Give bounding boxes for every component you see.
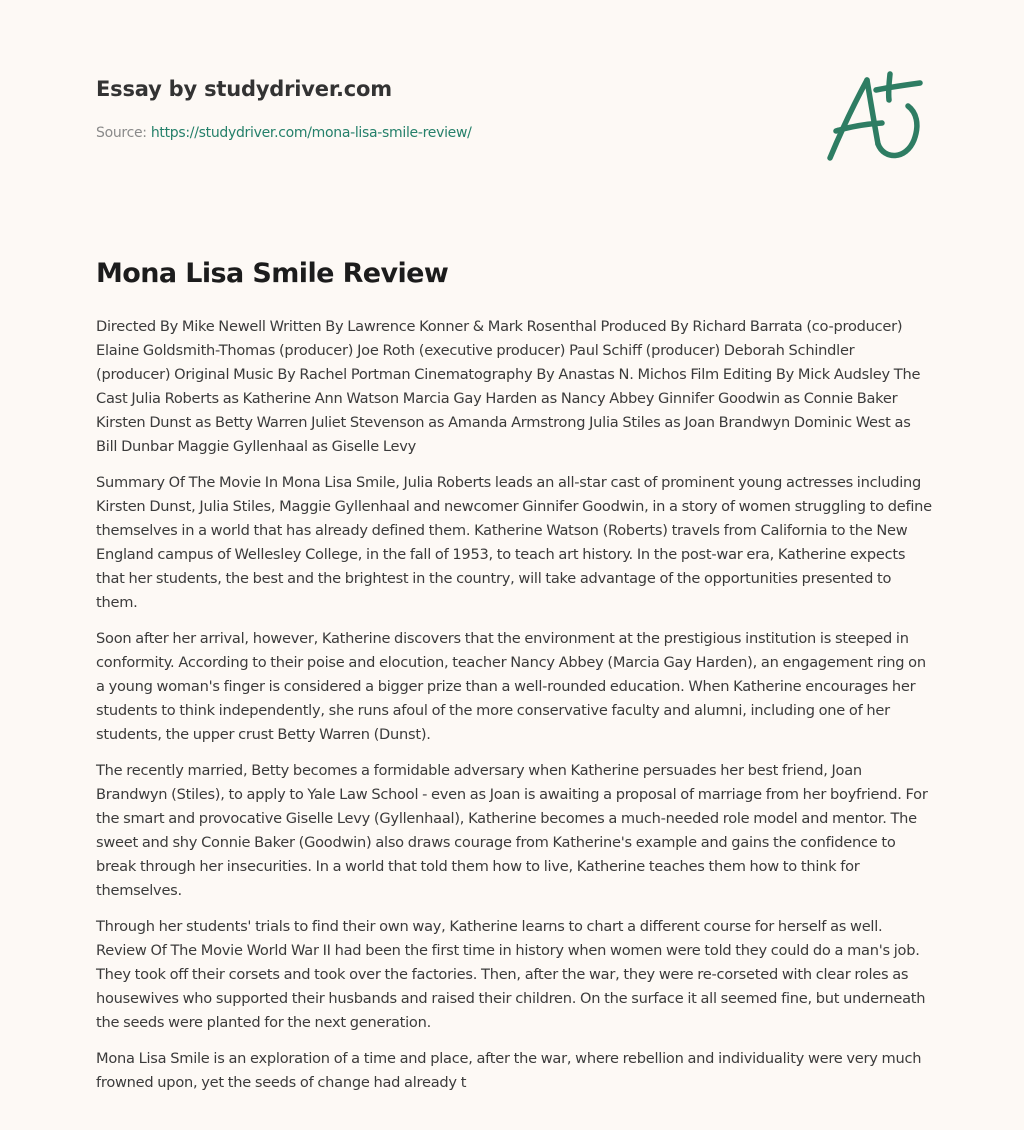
a-plus-grade-icon [820, 64, 930, 168]
essay-header [96, 74, 796, 143]
paragraph-exploration: Mona Lisa Smile is an exploration of a time and place, after the war, where rebellion and individuality were very much frowned upon, yet the seeds of change had already t [96, 1050, 922, 1091]
article-title: Mona Lisa Smile Review [96, 258, 449, 289]
site-title: Essay by studydriver.com [96, 77, 392, 101]
paragraph-review: Through her students' trials to find their own way, Katherine learns to chart a different course for herself as well. Review Of The Movie World War II had been the first time in history when women were told they could do a man's job. They took off their corsets and took over the factories. Then, after the war, they were re-corseted with clear roles as housewives who supported their husbands and raised their children. On the surface it all seemed fine, but underneath the seeds were planted for the next generation. [96, 918, 926, 1031]
source-label: Source: [96, 125, 147, 141]
paragraph-summary: Summary Of The Movie In Mona Lisa Smile, Julia Roberts leads an all-star cast of prominent young actresses including Kirsten Dunst, Julia Stiles, Maggie Gyllenhaal and newcomer Ginnifer Goodwin, in a story of women struggling to define themselves in a world that has already defined them. Katherine Watson (Roberts) travels from California to the New England campus of Wellesley College, in the fall of 1953, to teach art history. In the post-war era, Katherine expects that her students, the best and the brightest in the country, will take advantage of the opportunities presented to them. [96, 474, 932, 611]
paragraph-arrival: Soon after her arrival, however, Katherine discovers that the environment at the prestigious institution is steeped in conformity. According to their poise and elocution, teacher Nancy Abbey (Marcia Gay Harden), an engagement ring on a young woman's finger is considered a bigger prize than a well-rounded education. When Katherine encourages her students to think independently, she runs afoul of the more conservative faculty and alumni, including one of her students, the upper crust Betty Warren (Dunst). [96, 630, 926, 743]
paragraph-credits: Directed By Mike Newell Written By Lawrence Konner & Mark Rosenthal Produced By Richard Barrata (co-producer) Elaine Goldsmith-Thomas (producer) Joe Roth (executive producer) Paul Schiff (producer) Deborah Schindler (producer) Original Music By Rachel Portman Cinematography By Anastas N. Michos Film Editing By Mick Audsley The Cast Julia Roberts as Katherine Ann Watson Marcia Gay Harden as Nancy Abbey Ginnifer Goodwin as Connie Baker Kirsten Dunst as Betty Warren Juliet Stevenson as Amanda Armstrong Julia Stiles as Joan Brandwyn Dominic West as Bill Dunbar Maggie Gyllenhaal as Giselle Levy [96, 318, 921, 455]
source-line [96, 123, 796, 143]
paragraph-betty: The recently married, Betty becomes a formidable adversary when Katherine persuades her best friend, Joan Brandwyn (Stiles), to apply to Yale Law School - even as Joan is awaiting a proposal of marriage from her boyfriend. For the smart and provocative Giselle Levy (Gyllenhaal), Katherine becomes a much-needed role model and mentor. The sweet and shy Connie Baker (Goodwin) also draws courage from Katherine's example and gains the confidence to break through her insecurities. In a world that told them how to live, Katherine teaches them how to think for themselves. [96, 762, 928, 899]
source-link[interactable]: https://studydriver.com/mona-lisa-smile-review/ [150, 125, 472, 141]
article-body [96, 315, 932, 1107]
